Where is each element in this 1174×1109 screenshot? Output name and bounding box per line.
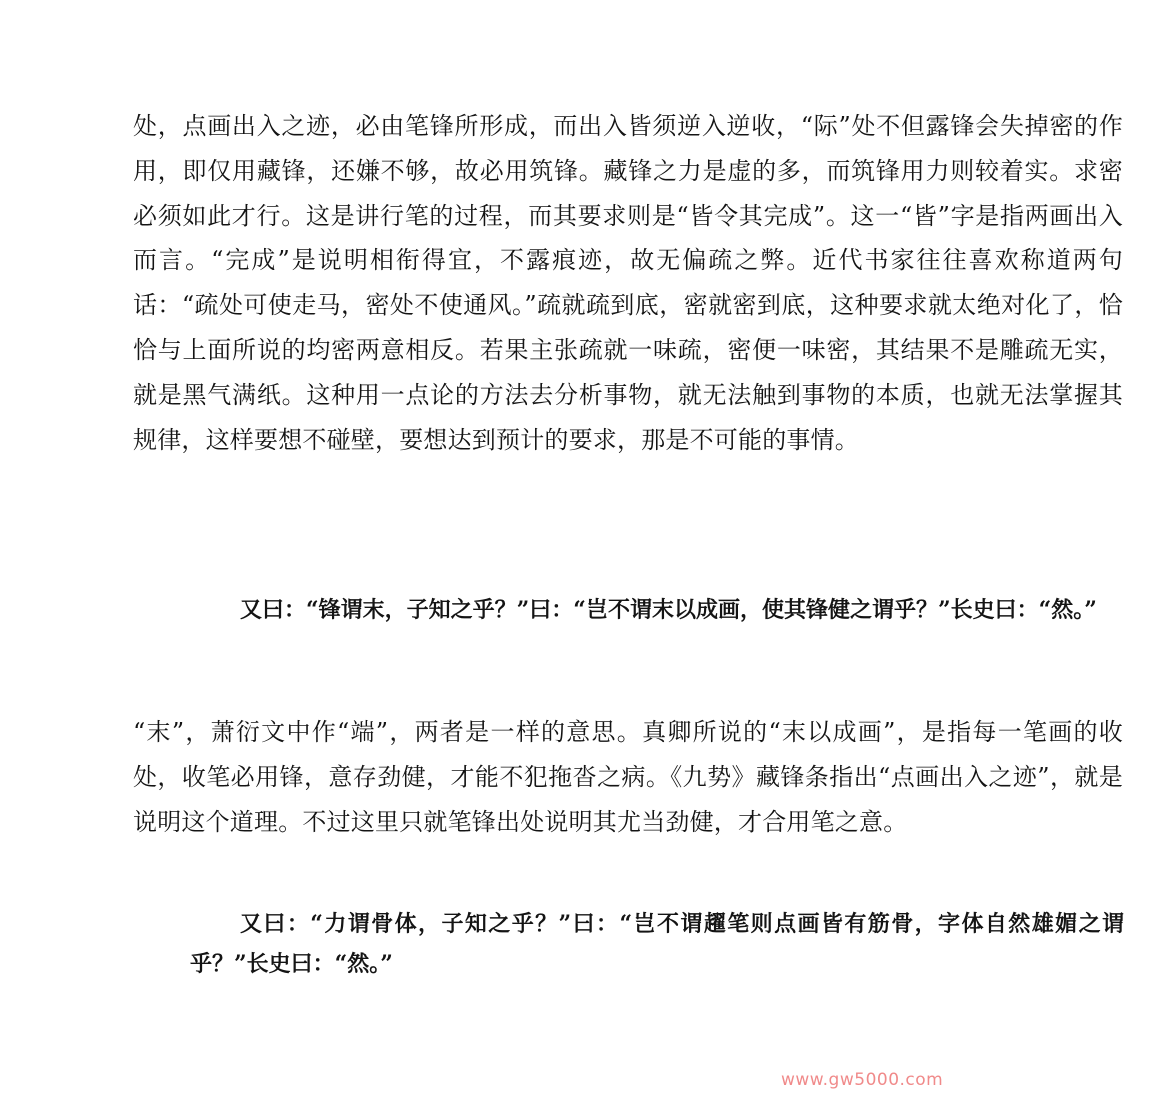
body-paragraph-1: 处，点画出入之迹，必由笔锋所形成，而出入皆须逆入逆收，“际”处不但露锋会失掉密的作用，即仅用藏锋，还嫌不够，故必用筑锋。藏锋之力是虚的多，而筑锋用力则较着实。求密必须如此才行。这是讲行笔的过程，而其要求则是“皆令其完成”。这一“皆”字是指两画出入而言。“完成”是说明相衔得宜，不露痕迹，故无偏疏之弊。近代书家往往喜欢称道两句话：“疏处可使走马，密处不使通风。”疏就疏到底，密就密到底，这种要求就太绝对化了，恰恰与上面所说的均密两意相反。若果主张疏就一味疏，密便一味密，其结果不是雕疏无实，就是黑气满纸。这种用一点论的方法去分析事物，就无法触到事物的本质，也就无法掌握其规律，这样要想不碰壁，要想达到预计的要求，那是不可能的事情。 (133, 112, 1123, 454)
site-watermark: www.gw5000.com (781, 1070, 944, 1090)
body-paragraph-2: “末”，萧衍文中作“端”，两者是一样的意思。真卿所说的“末以成画”，是指每一笔画的收处，收笔必用锋，意存劲健，才能不犯拖沓之病。《九势》藏锋条指出“点画出入之迹”，就是说明这个道理。不过这里只就笔锋出处说明其尤当劲健，才合用笔之意。 (133, 718, 1123, 836)
quote-paragraph-1: 又曰：“锋谓末，子知之乎？”曰：“岂不谓末以成画，使其锋健之谓乎？”长史曰：“然。” (240, 597, 1097, 623)
quote-paragraph-2: 又曰：“力谓骨体，子知之乎？”曰：“岂不谓趯笔则点画皆有筋骨，字体自然雄媚之谓乎？”长史曰：“然。” (190, 911, 1124, 977)
